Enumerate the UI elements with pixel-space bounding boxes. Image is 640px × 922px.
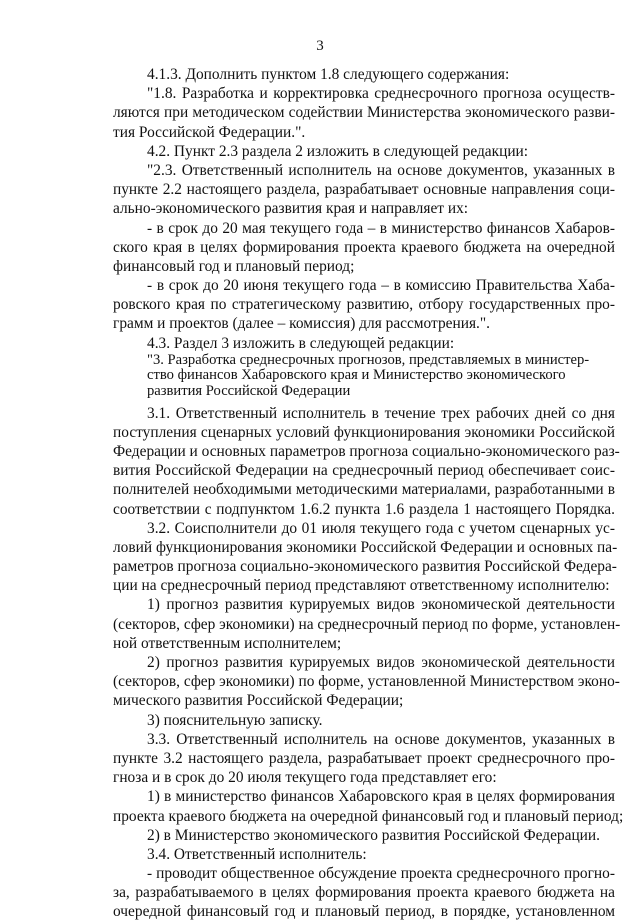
text-line: "1.8. Разработка и корректировка среднесрочного прогноза осуществ- xyxy=(147,85,615,103)
text-line: проекта краевого бюджета на очередной финансовый год и плановый период; xyxy=(113,807,624,825)
text-line: соответствии с подпунктом 1.6.2 пункта 1.6 раздела 1 настоящего Порядка. xyxy=(113,500,615,518)
text-line: - проводит общественное обсуждение проекта среднесрочного прогно- xyxy=(147,865,615,883)
text-line: поступления сценарных условий функционирования экономики Российской xyxy=(113,423,615,441)
page-number: 3 xyxy=(316,38,324,54)
text-line: 1) в министерство финансов Хабаровского края в целях формирования xyxy=(147,788,615,806)
text-line: за, разрабатываемого в целях формирования проекта краевого бюджета на xyxy=(113,884,615,902)
text-line: ровского края по стратегическому развитию, отбору государственных про- xyxy=(113,296,615,314)
text-line: ции на среднесрочный период представляют ответственному исполнителю: xyxy=(113,577,610,595)
text-line: 3.1. Ответственный исполнитель в течение трех рабочих дней со дня xyxy=(147,404,615,422)
text-line: мического развития Российской Федерации; xyxy=(113,692,404,710)
text-line: развития Российской Федерации xyxy=(147,383,351,399)
text-line: полнителей необходимыми методическими материалами, разработанными в xyxy=(113,481,615,499)
text-line: ально-экономического развития края и направляет их: xyxy=(113,200,469,218)
text-line: финансовый год и плановый период; xyxy=(113,257,355,275)
text-line: - в срок до 20 мая текущего года – в министерство финансов Хабаров- xyxy=(147,219,615,237)
text-line: тия Российской Федерации.". xyxy=(113,123,306,141)
text-line: гноза и в срок до 20 июля текущего года представляет его: xyxy=(113,769,497,787)
text-line: пункте 2.2 настоящего раздела, разрабатывает основные направления соци- xyxy=(113,181,615,199)
text-line: 1) прогноз развития курируемых видов экономической деятельности xyxy=(147,596,615,614)
text-line: Федерации и основных параметров прогноза социально-экономического раз- xyxy=(113,442,620,460)
text-line: - в срок до 20 июня текущего года – в комиссию Правительства Хаба- xyxy=(147,277,615,295)
text-line: ловий функционирования экономики Российской Федерации и основных па- xyxy=(113,538,618,556)
text-line: 3.2. Соисполнители до 01 июля текущего года с учетом сценарных ус- xyxy=(147,519,615,537)
text-line: ского края в целях формирования проекта краевого бюджета на очередной xyxy=(113,238,615,256)
text-line: 4.1.3. Дополнить пунктом 1.8 следующего содержания: xyxy=(147,66,510,83)
text-line: грамм и проектов (далее – комиссия) для рассмотрения.". xyxy=(113,315,491,333)
text-line: 2) в Министерство экономического развития Российской Федерации. xyxy=(147,826,601,844)
text-line: 3) пояснительную записку. xyxy=(147,711,323,729)
text-line: вития Российской Федерации на среднесрочный период обеспечивает соис- xyxy=(113,462,615,480)
text-line: 2) прогноз развития курируемых видов экономической деятельности xyxy=(147,654,615,672)
text-line: очередной финансовый год и плановый период, в порядке, установленном xyxy=(113,903,615,921)
text-line: пункте 3.2 настоящего раздела, разрабатывает проект среднесрочного про- xyxy=(113,749,615,767)
text-line: (секторов, сфер экономики) по форме, установленной Министерством эконо- xyxy=(113,673,620,691)
text-line: "3. Разработка среднесрочных прогнозов, представляемых в министер- xyxy=(147,351,590,368)
text-line: ство финансов Хабаровского края и Министерство экономического xyxy=(147,367,566,384)
text-line: 3.4. Ответственный исполнитель: xyxy=(147,845,367,863)
text-line: раметров прогноза социально-экономического развития Российской Федера- xyxy=(113,558,617,576)
text-line: ляются при методическом содействии Министерства экономического разви- xyxy=(113,104,615,122)
text-line: ной ответственным исполнителем; xyxy=(113,634,342,652)
text-line: "2.3. Ответственный исполнитель на основе документов, указанных в xyxy=(147,161,615,179)
text-line: 3.3. Ответственный исполнитель на основе документов, указанных в xyxy=(147,730,615,748)
document-body xyxy=(113,65,624,922)
text-line: 4.2. Пункт 2.3 раздела 2 изложить в следующей редакции: xyxy=(147,142,529,160)
text-line: 4.3. Раздел 3 изложить в следующей редакции: xyxy=(147,334,455,352)
text-line: (секторов, сфер экономики) на среднесрочный период по форме, установлен- xyxy=(113,615,621,633)
